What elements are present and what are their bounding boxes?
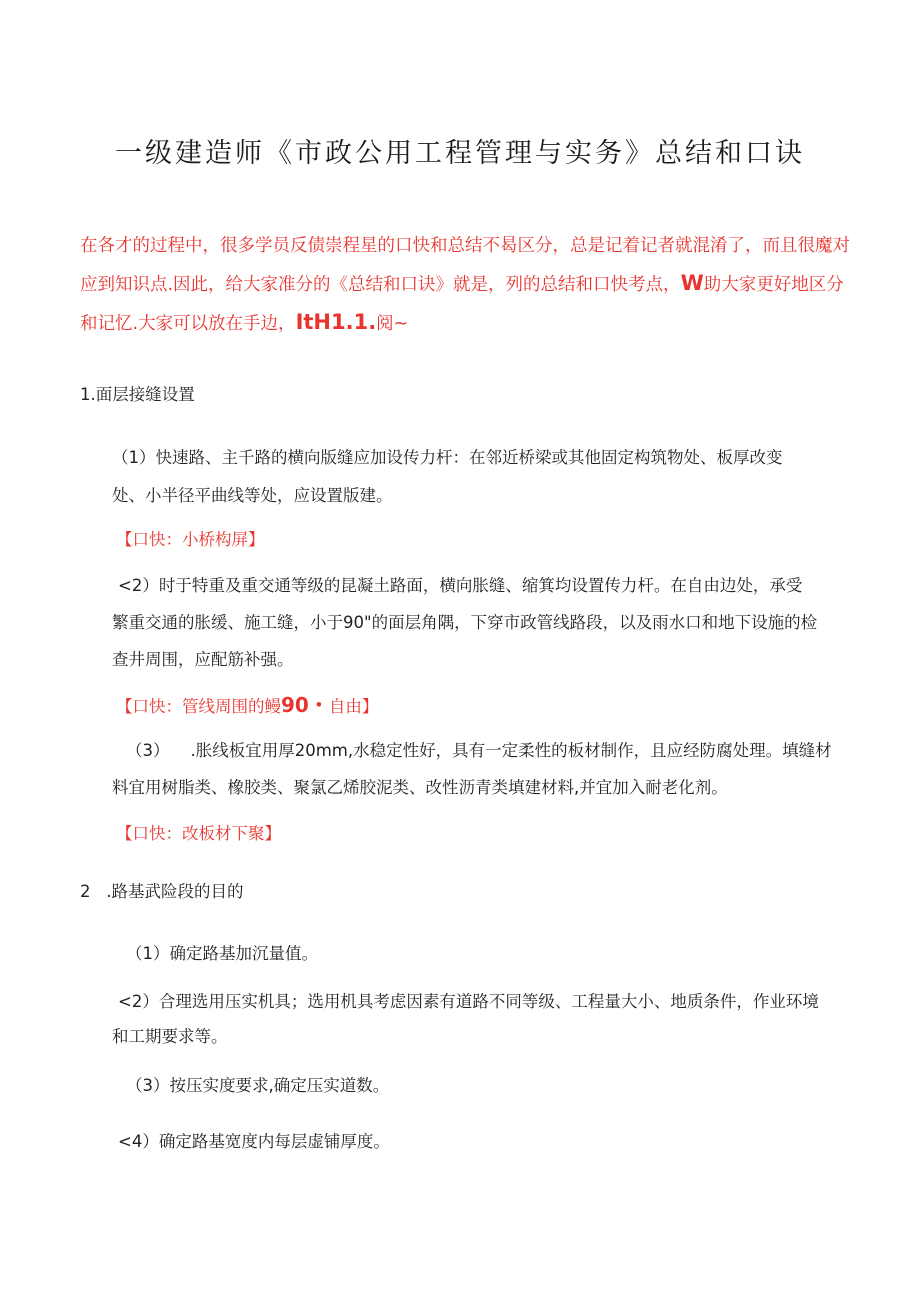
- section-1-paragraph-2-line-3: 查井周围，应配筋补强。: [112, 650, 294, 669]
- intro-line-1: 在各才的过程中，很多学员反债崇程星的口快和总结不曷区分，总是记着记者就混淆了，而且很魔对: [80, 236, 850, 256]
- section-1-mnemonic-2: [116, 689, 378, 718]
- section-2-item-3: （3）按压实度要求,确定压实道数。: [126, 1076, 390, 1095]
- section-1-mnemonic-2-text-a: 【口快：管线周围的鳗: [116, 697, 281, 716]
- intro-line-2-text-a: 应到知识点.因此，给大家准分的《总结和口诀》就是，列的总结和口快考点，: [80, 275, 681, 295]
- intro-line-3: [80, 304, 850, 343]
- section-1-mnemonic-2-text-b: 自由】: [328, 697, 379, 716]
- section-1-paragraph-3-line-2: 料宜用树脂类、橡胶类、聚氯乙烯胶泥类、改性沥青类填建材料,并宜加入耐老化剂。: [112, 778, 728, 797]
- section-1-heading: 1.面层接缝设置: [80, 385, 195, 404]
- section-1-paragraph-2-line-1: <2）时于特重及重交通等级的昆凝土路面，横向胀缝、缩箕均设置传力杆。在自由边处，承受: [118, 576, 803, 595]
- section-1-paragraph-1-line-1: （1）快速路、主千路的横向版缝应加设传力杆：在邻近桥梁或其他固定构筑物处、板厚改变: [112, 448, 783, 467]
- intro-line-2-text-b: 助大家更好地区分: [703, 275, 844, 295]
- section-2-item-1: （1）确定路基加沉量值。: [126, 944, 318, 963]
- section-2-item-2-line-1: <2）合理选用压实机具；选用机具考虑因素有道路不同等级、工程量大小、地质条件，作业环境: [118, 992, 819, 1011]
- section-2-item-4: <4）确定路基宽度内每层虚铺厚度。: [118, 1132, 390, 1151]
- section-1-mnemonic-1: 【口快：小桥构屏】: [116, 530, 265, 549]
- section-1-paragraph-2-line-2: 繁重交通的胀缓、施工缝，小于90"的面层角隅，下穿市政管线路段，以及雨水口和地下设施的检: [112, 613, 818, 632]
- document-title: 一级建造师《市政公用工程管理与实务》总结和口诀: [115, 138, 805, 169]
- section-2-item-2-line-2: 和工期要求等。: [112, 1027, 228, 1046]
- section-1-paragraph-3-line-1: （3） .胀线板宜用厚20mm,水稳定性好，具有一定柔性的板材制作，且应经防腐处理。填缝材: [126, 741, 832, 760]
- intro-line-2: [80, 265, 850, 304]
- intro-line-3-text-a: 和记忆.大家可以放在手边，: [80, 314, 296, 334]
- intro-line-3-text-b: 阅~: [376, 314, 409, 334]
- intro-line-3-bold: ItH1.1.: [295, 310, 377, 334]
- intro-line-2-bold: W: [680, 271, 704, 295]
- section-1-paragraph-1-line-2: 处、小半径平曲线等处，应设置版建。: [112, 486, 393, 505]
- section-1-mnemonic-3: 【口快：改板材下聚】: [116, 824, 281, 843]
- section-1-mnemonic-2-bold: 90・: [281, 693, 329, 717]
- intro-paragraph: [80, 228, 850, 343]
- section-2-heading: 2 .路基武险段的目的: [80, 882, 244, 901]
